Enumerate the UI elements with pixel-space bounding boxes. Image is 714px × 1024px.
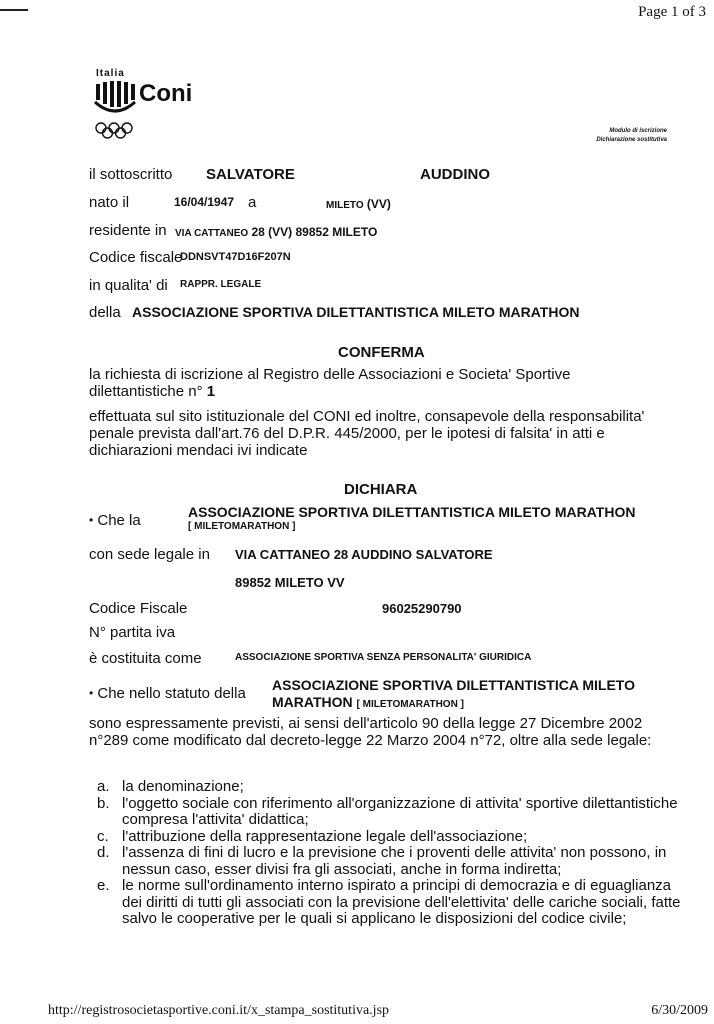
label-sottoscritto: il sottoscritto: [89, 166, 173, 183]
che-la-label: Che la: [97, 512, 141, 529]
logo-wordmark: Coni: [139, 80, 193, 107]
statuto-assoc-short: [ MILETOMARATHON ]: [356, 699, 464, 710]
tax-code-value: DDNSVT47D16F207N: [180, 251, 291, 263]
list-item-label: c.: [97, 827, 109, 845]
label-nato: nato il: [89, 194, 130, 211]
label-partita-iva: N° partita iva: [89, 624, 176, 641]
list-item-label: e.: [97, 877, 110, 894]
label-sede: con sede legale in: [89, 546, 210, 563]
cf-value: 96025290790: [382, 601, 462, 616]
che-la-clause: [89, 512, 141, 529]
list-item-text: l'attribuzione della rappresentazione legale dell'associazione;: [122, 827, 528, 845]
list-item-text: l'assenza di fini di lucro e la previsione che i proventi delle attivita' non possono, in nessun caso, esser divisi fra gli associati, anche in forma indiretta;: [122, 844, 667, 878]
label-qualita: in qualita' di: [89, 277, 168, 294]
birth-place-city: MILETO: [326, 200, 364, 211]
birth-place-province: (VV): [363, 197, 391, 211]
conferma-heading: CONFERMA: [338, 344, 425, 361]
list-item-label: a.: [97, 778, 110, 795]
previsti-text: sono espressamente previsti, ai sensi dell'articolo 90 della legge 27 Dicembre 2002 n°289 come modificato dal decreto-legge 22 Marzo 2004 n°72, oltre alla sede legale:: [89, 715, 652, 749]
coni-emblem-icon: [93, 80, 137, 120]
olympic-rings-icon: [95, 122, 133, 140]
residence-street: VIA CATTANEO: [175, 228, 249, 239]
logo-country: Italia: [96, 68, 125, 79]
che-statuto-clause: [89, 685, 246, 702]
sede-line2: 89852 MILETO VV: [235, 575, 345, 590]
last-name: AUDDINO: [420, 166, 490, 183]
footer-date: 6/30/2009: [651, 1003, 708, 1018]
list-item: [97, 878, 687, 928]
list-item-text: l'oggetto sociale con riferimento all'organizzazione di attivita' sportive dilettantistiche compresa l'attivita' didattica;: [122, 794, 678, 828]
registry-number: 1: [206, 383, 216, 400]
statuto-assoc-line2: [272, 694, 464, 710]
list-item-text: le norme sull'ordinamento interno ispirato a principi di democrazia e di eguaglianza dei diritti di tutti gli associati con la previsione dell'elettivita' delle cariche sociali, fatte salvo le cooperative per le quali si applicano le disposizioni del codice civile;: [122, 877, 681, 927]
che-statuto-label: Che nello statuto della: [97, 685, 246, 702]
form-note-line2: Dichiarazione sostitutiva: [596, 137, 667, 143]
label-codice-fiscale-assoc: Codice Fiscale: [89, 600, 188, 617]
sede-line1: VIA CATTANEO 28 AUDDINO SALVATORE: [235, 547, 493, 562]
statuto-assoc-marathon: MARATHON: [272, 694, 353, 710]
birth-place: [326, 195, 391, 213]
residence-address: [175, 223, 377, 241]
page-indicator: Page 1 of 3: [638, 4, 706, 20]
label-residente: residente in: [89, 222, 167, 239]
dichiara-heading: DICHIARA: [344, 481, 418, 498]
statuto-requirements-list: [97, 779, 687, 928]
conferma-request: [89, 366, 649, 400]
label-costituita: è costituita come: [89, 650, 202, 667]
label-della: della: [89, 304, 121, 321]
role: RAPPR. LEGALE: [180, 279, 262, 290]
association-name: ASSOCIAZIONE SPORTIVA DILETTANTISTICA MILETO MARATHON: [132, 304, 580, 320]
dichiara-assoc-short: [ MILETOMARATHON ]: [188, 521, 296, 532]
costituita-value: ASSOCIAZIONE SPORTIVA SENZA PERSONALITA' GIURIDICA: [235, 652, 532, 663]
list-item: [97, 779, 687, 796]
list-item: [97, 796, 687, 829]
first-name: SALVATORE: [206, 166, 295, 183]
conferma-responsibility: effettuata sul sito istituzionale del CONI ed inoltre, consapevole della responsabilita' penale prevista dall'art.76 del D.P.R. 445/2000, per le ipotesi di falsita' in atti e dichiarazioni mendaci ivi indicate: [89, 408, 645, 459]
scan-mark: [0, 9, 28, 11]
list-item-text: la denominazione;: [122, 778, 244, 795]
form-note-line1: Modulo di iscrizione: [609, 128, 667, 134]
dichiara-assoc-name: ASSOCIAZIONE SPORTIVA DILETTANTISTICA MILETO MARATHON: [188, 504, 636, 520]
list-item: [97, 845, 687, 878]
conferma-text: la richiesta di iscrizione al Registro delle Associazioni e Societa' Sportive dilettantistiche n°: [89, 366, 571, 400]
list-item: [97, 829, 687, 846]
list-item-label: d.: [97, 844, 110, 861]
coni-logo: [93, 68, 213, 148]
bullet-icon: •: [89, 686, 94, 700]
label-codice-fiscale: Codice fiscale: [89, 249, 183, 266]
list-item-label: b.: [97, 794, 110, 812]
bullet-icon: •: [89, 513, 94, 527]
statuto-assoc-line1: ASSOCIAZIONE SPORTIVA DILETTANTISTICA MILETO: [272, 677, 635, 693]
label-a: a: [248, 194, 257, 211]
residence-rest: 28 (VV) 89852 MILETO: [248, 225, 378, 239]
footer-url[interactable]: http://registrosocietasportive.coni.it/x_stampa_sostitutiva.jsp: [48, 1003, 390, 1018]
birth-date: 16/04/1947: [174, 195, 235, 209]
